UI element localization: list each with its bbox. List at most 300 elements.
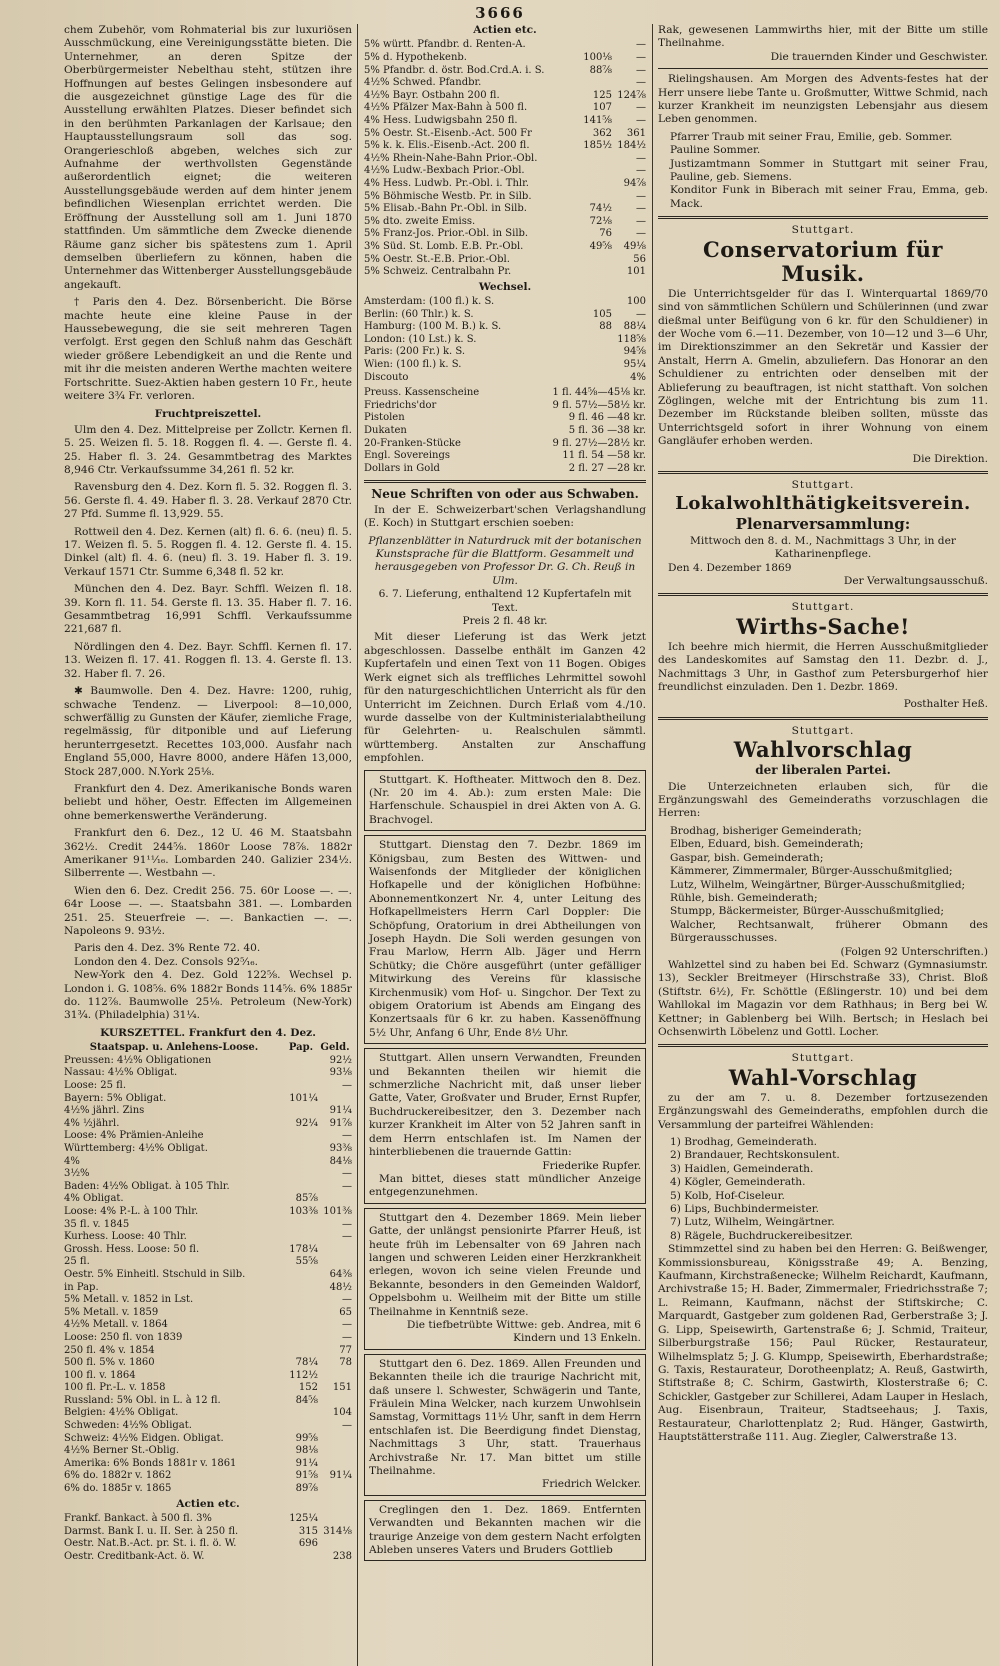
table-cell: 5% d. Hypothekenb.: [364, 52, 467, 63]
list-item: Konditor Funk in Biberach mit seiner Frau, Emma, geb. Mack.: [670, 184, 988, 210]
table-row: [64, 1407, 352, 1420]
rupfer-note: Man bittet, dieses statt mündlicher Anzeige entgegenzunehmen.: [369, 1172, 641, 1199]
table-cell: 151: [332, 1382, 352, 1394]
table-row: [64, 1067, 352, 1080]
table-cell: Russland: 5% Obl. in L. à 12 fl.: [64, 1394, 221, 1406]
table-cell: —: [342, 1168, 352, 1180]
table-cell: 101⅜: [323, 1205, 352, 1217]
table-cell: Friedrichs'dor: [364, 399, 437, 411]
list-item: Justizamtmann Sommer in Stuttgart mit seiner Frau, Pauline, geb. Siemens.: [670, 157, 988, 184]
table-cell: 141⅝: [583, 114, 612, 126]
table-row: [364, 102, 646, 115]
table-cell: [578, 296, 612, 309]
table-row: [64, 1294, 352, 1307]
table-cell: [318, 1093, 352, 1106]
table-cell: 72⅛: [589, 215, 612, 227]
table-row: [64, 1332, 352, 1345]
table-cell: 91¼: [329, 1105, 352, 1117]
table-cell: 94⅝: [623, 346, 646, 358]
neue-schriften-text: Mit dieser Lieferung ist das Werk jetzt abgeschlossen. Dasselbe enthält im Ganzen 42 Kupfertafeln und einen Text von 11 Bogen. Obiges Werk eignet sich als treffliches Lehrmittel sowohl für den naturgeschichtlichen Unterricht als für den Unterricht im Zeichnen. Durch Erlaß vom 4./10. wurde dasselbe von der Kultministerialabtheilung für Gelehrten- u. Realschulen sämmtl. württemberg. Anstalten zur Anschaffung empfohlen.: [364, 631, 646, 765]
conservatorium-title: Conservatorium für Musik.: [703, 236, 943, 286]
list-item: Elben, Eduard, bish. Gemeinderath;: [670, 838, 864, 851]
list-item: 6) Lips, Buchbindermeister.: [670, 1203, 820, 1216]
table-cell: —: [636, 203, 646, 215]
table-cell: [284, 1307, 318, 1320]
table-cell: [284, 1143, 318, 1156]
table-cell: [578, 346, 612, 359]
wirth-text: Ich beehre mich hiermit, die Herren Ausschußmitglieder des Landeskomites auf Samstag den 11. Dezbr. d. J., Nachmittags 3 Uhr, in Gasthof zum Petersburgerhof hier freundlichst einzuladen. Den 1. Dezbr. 1869.: [658, 640, 988, 694]
wahl-intro: Die Unterzeichneten erlauben sich, für die Ergänzungswahl des Gemeinderaths vorzuschlagen die Herren:: [658, 780, 988, 820]
table-cell: 3½%: [64, 1168, 90, 1180]
rak-text: Rak, gewesenen Lammwirths hier, mit der Bitte um stille Theilnahme.: [658, 24, 988, 50]
table-cell: 5% Metall. v. 1859: [64, 1306, 159, 1318]
lokal-title: Lokalwohlthätigkeitsverein.: [675, 493, 971, 515]
table-row: [364, 400, 646, 413]
table-row: [364, 359, 646, 372]
table-row: [64, 1168, 352, 1181]
table-cell: Schweiz: 4½% Eidgen. Obligat.: [64, 1432, 224, 1444]
table-cell: 107: [592, 102, 612, 114]
list-item: Gaspar, bish. Gemeinderath;: [670, 851, 824, 864]
table-cell: Engl. Sovereings: [364, 450, 451, 462]
welcker-signature: Friedrich Welcker.: [542, 1478, 641, 1491]
table-cell: 314⅛: [323, 1525, 352, 1537]
table-cell: 5% Oestr. St.-Eisenb.-Act. 500 Fr: [364, 127, 532, 139]
table-cell: —: [636, 114, 646, 126]
table-cell: [578, 153, 612, 166]
table-cell: 105: [592, 308, 612, 320]
table-cell: Amsterdam: (100 fl.) k. S.: [364, 296, 495, 308]
plenar-text: Mittwoch den 8. d. M., Nachmittags 3 Uhr, in der Katharinenpflege.: [690, 534, 956, 561]
table-row: [64, 1055, 352, 1068]
table-row: [364, 463, 646, 476]
table-cell: 91¼: [329, 1470, 352, 1482]
creglingen-text: Creglingen den 1. Dez. 1869. Entfernten Verwandten und Bekannten machen wir die traurige Anzeige von dem gestern Nacht erfolgten Ableben unseres Vaters und Bruders Gottlieb: [369, 1503, 641, 1557]
table-cell: 4% Hess. Ludwb. Pr.-Obl. i. Thlr.: [364, 177, 529, 189]
neue-schriften-preis: Preis 2 fl. 48 kr.: [462, 615, 548, 628]
table-row: [364, 334, 646, 347]
table-row: [64, 1470, 352, 1483]
list-item: 2) Brandauer, Rechtskonsulent.: [670, 1149, 840, 1162]
table-cell: 88: [599, 321, 612, 333]
table-cell: [284, 1332, 318, 1345]
table-cell: 49⅛: [623, 240, 646, 252]
separator: [658, 1044, 988, 1047]
table-cell: —: [636, 308, 646, 320]
table-row: [364, 115, 646, 128]
table-cell: 5% k. k. Elis.-Eisenb.-Act. 200 fl.: [364, 140, 530, 152]
table-row: [64, 1307, 352, 1320]
table-cell: 4%: [64, 1155, 80, 1167]
neue-schriften-lieferung: 6. 7. Lieferung, enthaltend 12 Kupfertafeln mit Text.: [378, 588, 632, 614]
table-cell: 5% Schweiz. Centralbahn Pr.: [364, 266, 512, 278]
table-cell: [318, 1513, 352, 1526]
table-row: [64, 1420, 352, 1433]
table-row: [364, 266, 646, 279]
table-cell: 88¼: [623, 321, 646, 333]
kurszettel-table: [64, 1042, 352, 1495]
table-cell: [284, 1420, 318, 1433]
table-cell: 103⅜: [289, 1205, 318, 1217]
table-cell: 5% dto. zweite Emiss.: [364, 215, 476, 227]
table-cell: [578, 191, 612, 204]
sommer-signatures: [658, 131, 988, 211]
table-cell: [578, 77, 612, 90]
table-row: [64, 1483, 352, 1496]
table-cell: 100 fl. Pr.-L. v. 1858: [64, 1382, 166, 1394]
table-cell: Kurhess. Loose: 40 Thlr.: [64, 1231, 187, 1243]
table-cell: Schweden: 4½% Obligat.: [64, 1420, 192, 1432]
table-cell: —: [342, 1420, 352, 1432]
table-row: [364, 77, 646, 90]
table-cell: in Pap.: [64, 1281, 99, 1293]
table-cell: —: [636, 165, 646, 177]
table-row: [364, 241, 646, 254]
table-cell: Pistolen: [364, 412, 405, 424]
aktien-table-a: [64, 1513, 352, 1563]
table-row: [364, 178, 646, 191]
column-divider: [652, 24, 653, 1666]
table-cell: 9 fl. 57½—58½ kr.: [552, 399, 646, 411]
table-cell: [284, 1067, 318, 1080]
table-cell: 100⅛: [583, 52, 612, 63]
table-cell: [578, 165, 612, 178]
table-cell: 9 fl. 27½—28½ kr.: [552, 437, 646, 449]
table-cell: —: [636, 52, 646, 63]
table-cell: Oestr. 5% Einheitl. Stschuld in Silb.: [64, 1268, 246, 1280]
aktien-title-a: Actien etc.: [176, 1497, 240, 1510]
list-item: 5) Kolb, Hof-Ciseleur.: [670, 1189, 785, 1202]
neue-schriften-title: Neue Schriften von oder aus Schwaben.: [371, 487, 639, 502]
table-cell: Loose: 250 fl. von 1839: [64, 1331, 183, 1343]
table-cell: 55⅝: [295, 1256, 318, 1268]
table-cell: Oestr. Nat.B.-Act. pr. St. i. fl. ö. W.: [64, 1538, 237, 1550]
table-cell: 11 fl. 54 —58 kr.: [562, 450, 646, 462]
table-cell: [284, 1551, 318, 1564]
table-cell: 5% Oestr. St.-E.B. Prior.-Obl.: [364, 253, 510, 265]
table-cell: 74½: [589, 203, 612, 215]
conservatorium-signature: Die Direktion.: [912, 452, 988, 465]
wahl-candidate-list: [658, 825, 988, 946]
rupfer-notice: [364, 1048, 646, 1203]
table-cell: 178¼: [289, 1243, 318, 1255]
table-cell: 125¼: [289, 1513, 318, 1525]
column-right: [658, 24, 988, 1448]
table-row: [364, 450, 646, 463]
table-cell: Paris: (200 Fr.) k. S.: [364, 346, 466, 358]
table-row: [64, 1193, 352, 1206]
baumwolle-report: ✱ Baumwolle. Den 4. Dez. Havre: 1200, ruhig, schwache Tendenz. — Liverpool: 8—10,000, schwerfällig zu Gunsten der Käufer, ziemliche Frage, regelmässig, für ditponible und auf Lieferung herunterrgesetzt. Recettes 103,000. Ausfahr nach England 55,000, Havre 8000, andere Häfen 13,000, Stock 287,000. N.York 25⅛.: [64, 685, 352, 778]
wahl-subtitle: der liberalen Partei.: [755, 763, 891, 778]
hoftheater-text: Stuttgart. K. Hoftheater. Mittwoch den 8. Dez. (Nr. 20 im 4. Ab.): zum ersten Male: Die Harfenschule. Schauspiel in drei Akten von A. G. Brachvogel.: [369, 773, 641, 826]
table-cell: 4½% Metall. v. 1864: [64, 1319, 168, 1331]
table-cell: —: [342, 1130, 352, 1142]
table-cell: 118⅝: [617, 333, 646, 345]
table-cell: 93⅜: [329, 1143, 352, 1154]
rupfer-text: Stuttgart. Allen unsern Verwandten, Freunden und Bekannten theilen wir hiemit die schmerzliche Nachricht mit, daß unser lieber Gatte, Vater, Großvater und Bruder, Ernst Rupfer, Buchdruckereibesitzer, den 3. Dezember nach kurzer Krankheit im Alter von 52 Jahren sanft in dem Herrn entschlafen ist. Im Namen der hinterbliebenen die trauernde Gattin:: [369, 1052, 641, 1159]
table-cell: —: [342, 1180, 352, 1192]
table-cell: [318, 1256, 352, 1269]
kurszettel-title: KURSZETTEL. Frankfurt den 4. Dez.: [100, 1026, 316, 1039]
table-cell: Amerika: 6% Bonds 1881r v. 1861: [64, 1457, 237, 1469]
table-cell: 35 fl. v. 1845: [64, 1218, 130, 1230]
paris-rente: Paris den 4. Dez. 3% Rente 72. 40.: [74, 942, 261, 955]
conservatorium-place: Stuttgart.: [791, 224, 855, 237]
wahl-zettel: Wahlzettel sind zu haben bei Ed. Schwarz (Gymnasiumstr. 13), Seckler Breitmeyer (Hirschstraße 33), Christ. Bloß (Stiftstr. 6½), Fr. Schöttle (Eßlingerstr. 10) und bei dem Wahllokal im Magazin vor dem Rathhaus; in Berg bei W. Kettner; in Gablenberg bei Wilh. Bertsch; in Heslach bei Ochsenwirth Löbelenz und Gottl. Locher.: [658, 958, 988, 1038]
newyork-report: New-York den 4. Dez. Gold 122⅝. Wechsel p. London i. G. 108⅝. 6% 1882r Bonds 114⅝. 6% 1885r do. 112⅞. Baumwolle 25⅛. Petroleum (New-York) 31¾. (Philadelphia) 31¼.: [64, 969, 352, 1022]
table-cell: 185½: [583, 140, 612, 152]
london-consols: London den 4. Dez. Consols 92⁵⁄₁₆.: [74, 955, 259, 968]
table-cell: 84⅛: [329, 1155, 352, 1167]
table-cell: —: [636, 39, 646, 51]
table-cell: 6% do. 1882r v. 1862: [64, 1470, 172, 1482]
list-item: Pauline Sommer.: [670, 144, 761, 157]
table-cell: 4% Obligat.: [64, 1193, 124, 1205]
page-number: 3666: [475, 4, 525, 22]
table-cell: 238: [332, 1550, 352, 1562]
table-cell: 76: [599, 228, 612, 240]
wien-report: Wien den 6. Dez. Credit 256. 75. 60r Loose —. —. 64r Loose —. —. Staatsbahn 381. —. Lombarden 251. 25. Steuerfreie —. —. Bankactien —. —. Napoleons 9. 93½.: [64, 884, 352, 937]
table-row: [64, 1395, 352, 1408]
table-row: [64, 1538, 352, 1551]
separator: [658, 593, 988, 596]
table-cell: [284, 1181, 318, 1194]
table-row: [64, 1357, 352, 1370]
conservatorium-text: Die Unterrichtsgelder für das I. Winterquartal 1869/70 sind von sämmtlichen Schülern und Schülerinnen (und zwar dießmal unter Beifügung von 6 kr. für den Schuldiener) in der Woche vom 6.—11. Dezember, von 10—12 und 3—6 Uhr, im Direktionszimmer an den Sekretär und Kassier der Anstalt, Herrn A. Gmelin, abzuliefern. Das Honorar an den Schuldiener zu entrichten oder denselben mit der Ablieferung zu beauftragen, ist nicht statthaft. Von solchen Zöglingen, welche mit der Entrichtung bis zum 11. Dezember im Rückstande bleiben sollten, müsste das Unterrichtsgeld sofort in ihrer Wohnung von einem Gangläufer erhoben werden.: [658, 287, 988, 448]
neue-schriften-book: Pflanzenblätter in Naturdruck mit der botanischen Kunstsprache für die Blattform. Gesammelt und herausgegeben von Professor Dr. G. Ch. Reuß in Ulm.: [368, 534, 642, 587]
table-cell: Loose: 4% P.-L. à 100 Thlr.: [64, 1205, 199, 1217]
table-row: [64, 1118, 352, 1131]
table-row: [364, 203, 646, 216]
table-cell: 4½% Berner St.-Oblig.: [64, 1445, 180, 1457]
table-row: [64, 1130, 352, 1143]
table-cell: 89⅞: [295, 1483, 318, 1495]
table-row: [364, 228, 646, 241]
table-cell: Wien: (100 fl.) k. S.: [364, 359, 462, 371]
table-cell: —: [636, 228, 646, 240]
sommer-notice: Rielingshausen. Am Morgen des Advents-festes hat der Herr unsere liebe Tante u. Großmutter, Wittwe Schmid, nach kurzer Krankheit im neunzigsten Lebensjahr aus diesem Leben genommen.: [658, 73, 988, 126]
table-cell: [318, 1433, 352, 1446]
table-cell: —: [636, 190, 646, 202]
creglingen-notice: [364, 1500, 646, 1562]
table-cell: Dollars in Gold: [364, 462, 440, 474]
table-cell: 696: [298, 1538, 318, 1550]
table-cell: 9 fl. 46 —48 kr.: [568, 412, 646, 424]
table-row: [364, 90, 646, 103]
table-cell: 152: [298, 1382, 318, 1394]
table-cell: [284, 1130, 318, 1143]
table-header-cell: Pap.: [288, 1042, 314, 1054]
table-cell: 4½% Pfälzer Max-Bahn à 500 fl.: [364, 102, 528, 114]
table-cell: 92½: [329, 1054, 352, 1066]
table-cell: 5% Böhmische Westb. Pr. in Silb.: [364, 190, 532, 202]
table-cell: [318, 1483, 352, 1496]
table-cell: 1 fl. 44⅝—45⅛ kr.: [552, 387, 646, 399]
table-row: [364, 191, 646, 204]
table-cell: 78: [339, 1357, 352, 1369]
table-cell: [284, 1269, 318, 1282]
table-header-cell: Geld.: [320, 1042, 350, 1054]
market-ravensburg: Ravensburg den 4. Dez. Korn fl. 5. 32. Roggen fl. 3. 56. Gerste fl. 4. 49. Haber fl. 3. 28. Verkauf 2870 Ctr. 27 Pfd. Summe fl. 13,929. 55.: [64, 481, 352, 521]
table-header-cell: Staatspap. u. Anlehens-Loose.: [89, 1042, 259, 1054]
table-row: [364, 412, 646, 425]
table-row: [364, 128, 646, 141]
list-item: Rühle, bish. Gemeinderath;: [670, 891, 818, 904]
aktien-table-b: [364, 39, 646, 278]
table-row: [64, 1551, 352, 1564]
table-cell: 91¼: [295, 1457, 318, 1469]
table-row: [64, 1105, 352, 1118]
table-row: [64, 1319, 352, 1332]
table-cell: 56: [633, 253, 646, 265]
table-row: [364, 346, 646, 359]
table-row: [364, 52, 646, 65]
table-row: [64, 1370, 352, 1383]
table-cell: [318, 1395, 352, 1408]
table-cell: [578, 359, 612, 372]
table-cell: Discouto: [364, 371, 409, 383]
table-cell: 4½% Schwed. Pfandbr.: [364, 77, 482, 89]
table-row: [64, 1244, 352, 1257]
table-cell: 88⅞: [589, 64, 612, 76]
table-cell: [318, 1370, 352, 1383]
table-cell: 3% Süd. St. Lomb. E.B. Pr.-Obl.: [364, 240, 524, 252]
table-row: [364, 165, 646, 178]
table-cell: Dukaten: [364, 425, 407, 437]
table-row: [364, 153, 646, 166]
table-cell: [578, 39, 612, 52]
table-cell: 4½% Ludw.-Bexbach Prior.-Obl.: [364, 165, 525, 177]
table-cell: 78¼: [295, 1357, 318, 1369]
wahl2-zettel: Stimmzettel sind zu haben bei den Herren: G. Beißwenger, Kommissionsbureau, Königsstraße 49; A. Benzing, Kaufmann, Kirchstraßenecke; Wilhelm Reichardt, Kaufmann, Archivstraße 15; H. Bader, Zimmermaler, Friedrichsstraße 7; L. Reimann, Kaufmann, nächst der Stiftskirche; C. Marquardt, Gastgeber zum goldenen Rad, Gerberstraße 3; J. G. Lipp, Speisewirth, Gartenstraße 6; J. Schmid, Traiteur, Silberburgstraße 156; Paul Rücker, Restaurateur, Wilhelmsplatz 5; J. G. Klumpp, Speisewirth, Eberhardstraße; G. Taxis, Restaurateur, Dorotheenplatz; A. Reuß, Gastwirth, Stiftstraße 8; C. Schirm, Gastwirth, Klosterstraße 6; C. Schickler, Gastgeber zur Schillerei, Adam Lauper in Heslach, Aug. Eisenbraun, Traiteur, Stadtseehaus; J. Taxis, Restaurateur, Charlottenplatz 2; Rud. Hänger, Gastwirth, Hauptstätterstraße 111. Aug. Ziegler, Calwerstraße 13.: [658, 1243, 988, 1443]
table-cell: Preuss. Kassenscheine: [364, 387, 480, 399]
lokal-place: Stuttgart.: [791, 478, 855, 491]
table-cell: 4% ½jährl.: [64, 1117, 120, 1129]
list-item: 3) Haidlen, Gemeinderath.: [670, 1162, 814, 1175]
table-row: [364, 321, 646, 334]
table-cell: [578, 334, 612, 347]
table-cell: [284, 1294, 318, 1307]
table-cell: 91⅞: [329, 1117, 352, 1129]
column-middle: [364, 24, 646, 1565]
wirth-title: Wirths-Sache!: [736, 613, 910, 639]
table-cell: 5% Franz-Jos. Prior.-Obl. in Silb.: [364, 228, 529, 240]
list-item: Walcher, Rechtsanwalt, früherer Obmann des Bürgerausschusses.: [670, 918, 988, 945]
table-cell: 5% württ. Pfandbr. d. Renten-A.: [364, 39, 526, 51]
list-item: 4) Kögler, Gemeinderath.: [670, 1176, 806, 1189]
table-cell: Württemberg: 4½% Obligat.: [64, 1143, 208, 1154]
table-cell: Baden: 4½% Obligat. à 105 Thlr.: [64, 1180, 230, 1192]
table-row: [364, 425, 646, 438]
list-item: Kämmerer, Zimmermaler, Bürger-Ausschußmitglied;: [670, 865, 953, 878]
market-noerdlingen: Nördlingen den 4. Dez. Bayr. Schffl. Kernen fl. 17. 13. Weizen fl. 17. 41. Roggen fl. 13. 4. Gerste fl. 13. 32. Haber fl. 7. 26.: [64, 640, 352, 680]
wechsel-table: [364, 296, 646, 384]
table-cell: 65: [339, 1306, 352, 1318]
table-cell: Preussen: 4½% Obligationen: [64, 1054, 212, 1066]
aktien-title-b: Actien etc.: [473, 24, 537, 36]
table-cell: 64⅜: [329, 1268, 352, 1280]
table-cell: [284, 1156, 318, 1169]
table-row: [364, 65, 646, 78]
table-cell: 100 fl. v. 1864: [64, 1369, 136, 1381]
list-item: Pfarrer Traub mit seiner Frau, Emilie, geb. Sommer.: [670, 130, 953, 143]
table-cell: 500 fl. 5% v. 1860: [64, 1357, 155, 1369]
industrie-article: chem Zubehör, vom Rohmaterial bis zur luxuriösen Ausschmückung, eine Vereinigungsstätte bieten. Die Unternehmer, an deren Spitze der Oberbürgermeister Nebelthau steht, stützen ihre Hoffnungen auf bestes Gelingen insbesondere auf die ausgezeichnet günstige Lage des für die Ausstellung erwählten Platzes. Dieser befindet sich in den berühmten Parkanlagen der Karlsaue; den Hauptausstellungsraum soll das sog. Orangerieschloß abgeben, welches sich zur Aufnahme der werthvollsten Gegenstände außerordentlich eignet; die weiteren Ausstellungsgebäude werden auf dem hinter jenem befindlichen Wiesenplan errichtet werden. Die Eröffnung der Ausstellung soll am 1. Juni 1870 stattfinden. Um sämmtliche dem Zwecke dienende Räume ganz sicher bis spätestens zum 1. April demselben überliefern zu können, haben die Unternehmer das Wittenberger Ausstellungsgebäude angekauft.: [64, 24, 352, 291]
list-item: Lutz, Wilhelm, Weingärtner, Bürger-Ausschußmitglied;: [670, 878, 966, 891]
table-cell: Berlin: (60 Thlr.) k. S.: [364, 308, 474, 320]
table-cell: London: (10 Lst.) k. S.: [364, 333, 477, 345]
table-cell: 91⅝: [295, 1470, 318, 1482]
table-row: [64, 1181, 352, 1194]
wahl-place: Stuttgart.: [791, 724, 855, 737]
table-cell: 315: [298, 1525, 318, 1537]
table-row: [64, 1269, 352, 1282]
table-cell: Loose: 25 fl.: [64, 1080, 127, 1092]
wahl2-candidate-list: [658, 1136, 988, 1243]
table-row: [64, 1093, 352, 1106]
plenar-title: Plenarversammlung:: [735, 515, 911, 534]
table-cell: Hamburg: (100 M. B.) k. S.: [364, 321, 502, 333]
table-cell: —: [636, 64, 646, 76]
table-cell: 95¼: [623, 359, 646, 371]
table-cell: 98⅛: [295, 1445, 318, 1457]
table-row: [64, 1156, 352, 1169]
table-cell: 48½: [329, 1281, 352, 1293]
table-cell: 4%: [630, 371, 646, 383]
table-cell: Grossh. Hess. Loose: 50 fl.: [64, 1243, 200, 1255]
table-row: [364, 140, 646, 153]
market-ulm: Ulm den 4. Dez. Mittelpreise per Zollctr. Kernen fl. 5. 25. Weizen fl. 5. 18. Roggen fl. 4. —. Gerste fl. 4. 25. Haber fl. 3. 24. Gesammtbetrag des Marktes 8,946 Ctr. Verkaufssumme 34,261 fl. 52 kr.: [64, 423, 352, 476]
table-cell: 112½: [289, 1369, 318, 1381]
table-cell: 84⅝: [295, 1394, 318, 1406]
table-row: [364, 216, 646, 229]
heuss-text: Stuttgart den 4. Dezember 1869. Mein lieber Gatte, der unlängst pensionirte Pfarrer Heuß, ist heute früh im Lebensalter von 69 Jahren nach langen und schweren Leiden einer Herzkrankheit erlegen, wovon ich seine vielen Freunde und Bekannte, besonders in den Gemeinden Waldorf, Oppelsbohm u. Weilheim mit der Bitte um stille Theilnahme in Kenntniß seze.: [369, 1211, 641, 1318]
wahl2-place: Stuttgart.: [791, 1052, 855, 1065]
table-cell: [284, 1080, 318, 1093]
list-item: Brodhag, bisheriger Gemeinderath;: [670, 824, 862, 837]
table-cell: 100: [626, 296, 646, 308]
rupfer-signature: Friederike Rupfer.: [542, 1159, 641, 1172]
table-row: [364, 438, 646, 451]
table-cell: —: [342, 1218, 352, 1230]
table-cell: Frankf. Bankact. à 500 fl. 3%: [64, 1513, 212, 1525]
table-cell: 92¼: [295, 1117, 318, 1129]
table-cell: [578, 254, 612, 267]
wahl2-intro: zu der am 7. u. 8. Dezember fortzusezenden Ergänzungswahl des Gemeinderaths, empfohlen durch die Versammlung der parteifrei Wählenden:: [658, 1091, 988, 1131]
table-header-row: [64, 1042, 352, 1055]
table-row: [64, 1345, 352, 1358]
table-row: [64, 1219, 352, 1232]
table-cell: [318, 1538, 352, 1551]
table-row: [364, 296, 646, 309]
plenar-signature: Der Verwaltungsausschuß.: [843, 575, 988, 587]
table-cell: [318, 1445, 352, 1458]
table-row: [64, 1256, 352, 1269]
table-cell: 184½: [617, 140, 646, 152]
table-cell: [284, 1055, 318, 1068]
table-cell: 125: [592, 89, 612, 101]
list-item: Stumpp, Bäckermeister, Bürger-Ausschußmitglied;: [670, 905, 945, 918]
table-cell: 101: [626, 266, 646, 278]
table-cell: 94⅞: [623, 177, 646, 189]
konzert-notice: [364, 835, 646, 1044]
table-cell: 20-Franken-Stücke: [364, 437, 461, 449]
column-left: [64, 24, 352, 1563]
separator: [364, 480, 646, 483]
table-cell: [284, 1168, 318, 1181]
market-rottweil: Rottweil den 4. Dez. Kernen (alt) fl. 6. 6. (neu) fl. 5. 17. Weizen fl. 5. 5. Roggen fl. 4. 12. Gerste fl. 4. 15. Dinkel (alt) fl. 4. 6. (neu) fl. 3. 19. Haber fl. 3. 19. Verkauf 1571 Ctr. Summe 6,348 fl. 52 kr.: [64, 525, 352, 578]
column-divider: [357, 24, 358, 1666]
